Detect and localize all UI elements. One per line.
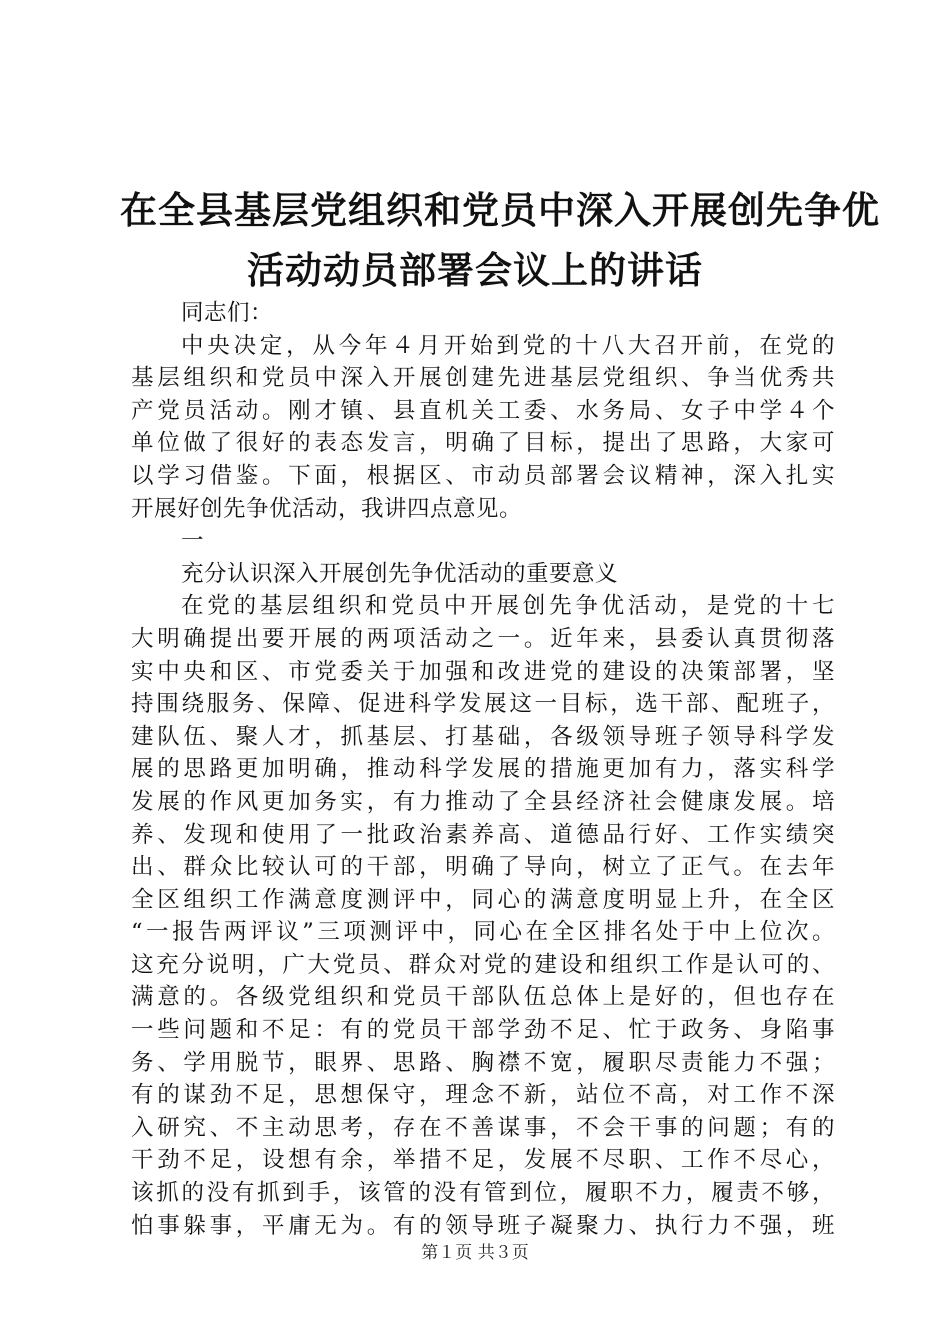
paragraph-line: 持围绕服务、保障、促进科学发展这一目标，选干部、配班子， — [131, 691, 835, 718]
paragraph-line: 全区组织工作满意度测评中，同心的满意度明显上升，在全区 — [131, 886, 835, 913]
paragraph-line: 发展的作风更加务实，有力推动了全县经济社会健康发展。培 — [131, 788, 835, 815]
paragraph-line: 满意的。各级党组织和党员干部队伍总体上是好的，但也存在 — [131, 984, 835, 1011]
paragraph-line: 怕事躲事，平庸无为。有的领导班子凝聚力、执行力不强，班 — [131, 1212, 835, 1239]
document-title-line-1: 在全县基层党组织和党员中深入开展创先争优 — [120, 188, 880, 232]
paragraph-line: 以学习借鉴。下面，根据区、市动员部署会议精神，深入扎实 — [131, 462, 835, 489]
paragraph-line: 中央决定，从今年４月开始到党的十八大召开前，在党的 — [181, 332, 835, 359]
paragraph-line: 务、学用脱节，眼界、思路、胸襟不宽，履职尽责能力不强； — [131, 1049, 835, 1076]
paragraph-line: 养、发现和使用了一批政治素养高、道德品行好、工作实绩突 — [131, 821, 835, 848]
paragraph-line: 大明确提出要开展的两项活动之一。近年来，县委认真贯彻落 — [131, 625, 835, 652]
paragraph-line: 展的思路更加明确，推动科学发展的措施更加有力，落实科学 — [131, 756, 835, 783]
paragraph-line: 基层组织和党员中深入开展创建先进基层党组织、争当优秀共 — [131, 365, 835, 392]
paragraph-line: 该抓的没有抓到手，该管的没有管到位，履职不力，履责不够， — [131, 1180, 835, 1207]
paragraph-line: 一些问题和不足：有的党员干部学劲不足、忙于政务、身陷事 — [131, 1017, 835, 1044]
paragraph-line: 干劲不足，设想有余，举措不足，发展不尽职、工作不尽心， — [131, 1147, 835, 1174]
paragraph-line: 建队伍、聚人才，抓基层、打基础，各级领导班子领导科学发 — [131, 723, 835, 750]
salutation: 同志们： — [181, 300, 274, 326]
paragraph-line: 开展好创先争优活动，我讲四点意见。 — [131, 495, 523, 522]
section-number: 一 — [181, 528, 205, 555]
paragraph-line: 这充分说明，广大党员、群众对党的建设和组织工作是认可的、 — [131, 951, 835, 978]
document-body — [131, 297, 835, 1242]
paragraph-line: 单位做了很好的表态发言，明确了目标，提出了思路，大家可 — [131, 430, 835, 457]
paragraph-line: 有的谋劲不足，思想保守，理念不新，站位不高，对工作不深 — [131, 1082, 835, 1109]
paragraph-line: “一报告两评议”三项测评中，同心在全区排名处于中上位次。 — [131, 919, 835, 946]
paragraph-line: 实中央和区、市党委关于加强和改进党的建设的决策部署，坚 — [131, 658, 835, 685]
paragraph-line: 在党的基层组织和党员中开展创先争优活动，是党的十七 — [181, 593, 835, 620]
document-title-line-2: 活动动员部署会议上的讲话 — [247, 248, 703, 292]
page-footer: 第１页 共３页 — [421, 1243, 529, 1263]
paragraph-line: 产党员活动。刚才镇、县直机关工委、水务局、女子中学４个 — [131, 397, 835, 424]
paragraph-line: 入研究、不主动思考，存在不善谋事，不会干事的问题；有的 — [131, 1114, 835, 1141]
section-heading: 充分认识深入开展创先争优活动的重要意义 — [181, 560, 619, 587]
paragraph-line: 出、群众比较认可的干部，明确了导向，树立了正气。在去年 — [131, 854, 835, 881]
